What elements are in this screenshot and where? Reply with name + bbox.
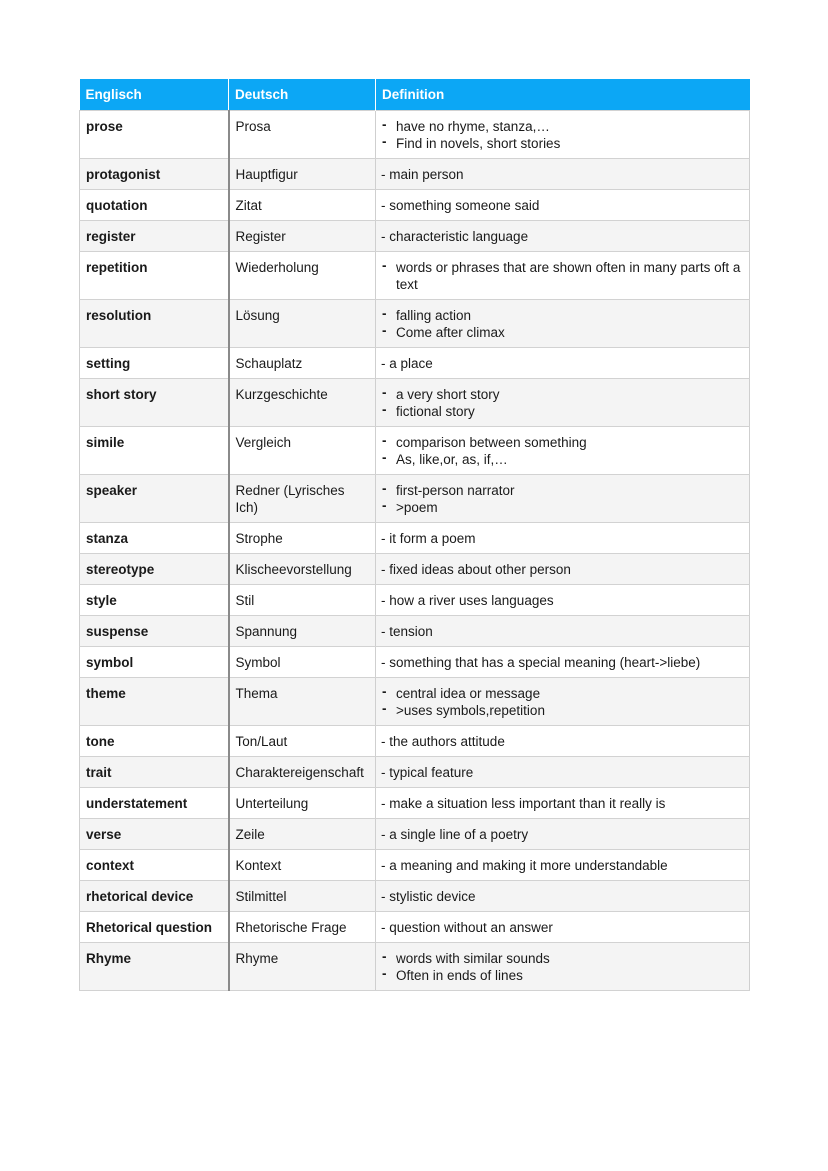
term-german: Strophe [229,523,376,554]
definition-bullet-list [381,259,743,293]
term-definition: - question without an answer [376,912,750,943]
term-english: resolution [80,300,229,348]
term-german: Zeile [229,819,376,850]
term-definition: - fixed ideas about other person [376,554,750,585]
table-row [80,252,750,300]
definition-bullet: - words or phrases that are shown often in many parts oft a text [381,259,743,293]
term-english: repetition [80,252,229,300]
definition-bullet: - have no rhyme, stanza,… [381,118,743,135]
term-english: protagonist [80,159,229,190]
term-german: Lösung [229,300,376,348]
table-row [80,585,750,616]
term-english: prose [80,111,229,159]
table-row [80,475,750,523]
table-row [80,943,750,991]
table-row [80,757,750,788]
term-german: Kurzgeschichte [229,379,376,427]
term-english: Rhyme [80,943,229,991]
table-row [80,379,750,427]
term-definition: - something that has a special meaning (heart->liebe) [376,647,750,678]
term-german: Wiederholung [229,252,376,300]
term-english: register [80,221,229,252]
term-german: Rhetorische Frage [229,912,376,943]
term-english: context [80,850,229,881]
term-german: Zitat [229,190,376,221]
header-definition: Definition [376,79,750,111]
table-row [80,300,750,348]
definition-bullet-list [381,386,743,420]
term-english: suspense [80,616,229,647]
term-german: Stil [229,585,376,616]
table-row [80,726,750,757]
term-definition [376,300,750,348]
table-row [80,111,750,159]
term-definition: - how a river uses languages [376,585,750,616]
term-german: Rhyme [229,943,376,991]
definition-bullet: - central idea or message [381,685,743,702]
definition-bullet-list [381,482,743,516]
definition-bullet: - falling action [381,307,743,324]
definition-bullet-list [381,950,743,984]
term-definition: - typical feature [376,757,750,788]
table-row [80,647,750,678]
term-english: tone [80,726,229,757]
term-german: Spannung [229,616,376,647]
term-english: style [80,585,229,616]
term-definition: - make a situation less important than it really is [376,788,750,819]
term-definition [376,427,750,475]
table-row [80,221,750,252]
definition-bullet-list [381,685,743,719]
term-definition: - it form a poem [376,523,750,554]
table-row [80,678,750,726]
term-german: Vergleich [229,427,376,475]
definition-bullet-list [381,307,743,341]
term-english: Rhetorical question [80,912,229,943]
table-row [80,850,750,881]
term-definition [376,943,750,991]
term-definition: - tension [376,616,750,647]
term-english: verse [80,819,229,850]
term-english: simile [80,427,229,475]
term-german: Symbol [229,647,376,678]
table-row [80,427,750,475]
definition-bullet: - Find in novels, short stories [381,135,743,152]
term-english: short story [80,379,229,427]
glossary-table [79,79,750,991]
term-english: understatement [80,788,229,819]
term-definition [376,111,750,159]
definition-bullet: - words with similar sounds [381,950,743,967]
header-english: Englisch [80,79,229,111]
term-definition: - a meaning and making it more understandable [376,850,750,881]
table-row [80,190,750,221]
term-german: Kontext [229,850,376,881]
table-row [80,159,750,190]
term-definition: - main person [376,159,750,190]
term-definition [376,379,750,427]
table-row [80,554,750,585]
glossary-body [80,111,750,991]
definition-bullet-list [381,118,743,152]
term-english: theme [80,678,229,726]
term-german: Stilmittel [229,881,376,912]
term-definition [376,252,750,300]
table-row [80,912,750,943]
term-german: Redner (Lyrisches Ich) [229,475,376,523]
term-english: setting [80,348,229,379]
definition-bullet: - As, like,or, as, if,… [381,451,743,468]
term-english: speaker [80,475,229,523]
definition-bullet: - first-person narrator [381,482,743,499]
definition-bullet: - >poem [381,499,743,516]
term-german: Klischeevorstellung [229,554,376,585]
term-definition: - a single line of a poetry [376,819,750,850]
term-german: Unterteilung [229,788,376,819]
term-german: Hauptfigur [229,159,376,190]
definition-bullet: - fictional story [381,403,743,420]
term-german: Prosa [229,111,376,159]
table-row [80,881,750,912]
definition-bullet: - >uses symbols,repetition [381,702,743,719]
term-english: quotation [80,190,229,221]
table-row [80,819,750,850]
term-definition [376,678,750,726]
term-definition: - a place [376,348,750,379]
table-row [80,523,750,554]
term-english: rhetorical device [80,881,229,912]
term-german: Ton/Laut [229,726,376,757]
header-row [80,79,750,111]
term-english: trait [80,757,229,788]
term-german: Thema [229,678,376,726]
term-definition: - characteristic language [376,221,750,252]
definition-bullet: - comparison between something [381,434,743,451]
definition-bullet: - Come after climax [381,324,743,341]
table-row [80,348,750,379]
term-definition: - something someone said [376,190,750,221]
header-german: Deutsch [229,79,376,111]
term-german: Charaktereigenschaft [229,757,376,788]
term-english: stereotype [80,554,229,585]
definition-bullet: - a very short story [381,386,743,403]
term-english: stanza [80,523,229,554]
definition-bullet: - Often in ends of lines [381,967,743,984]
term-german: Register [229,221,376,252]
term-german: Schauplatz [229,348,376,379]
table-row [80,616,750,647]
term-definition [376,475,750,523]
term-definition: - stylistic device [376,881,750,912]
term-definition: - the authors attitude [376,726,750,757]
table-row [80,788,750,819]
term-english: symbol [80,647,229,678]
definition-bullet-list [381,434,743,468]
